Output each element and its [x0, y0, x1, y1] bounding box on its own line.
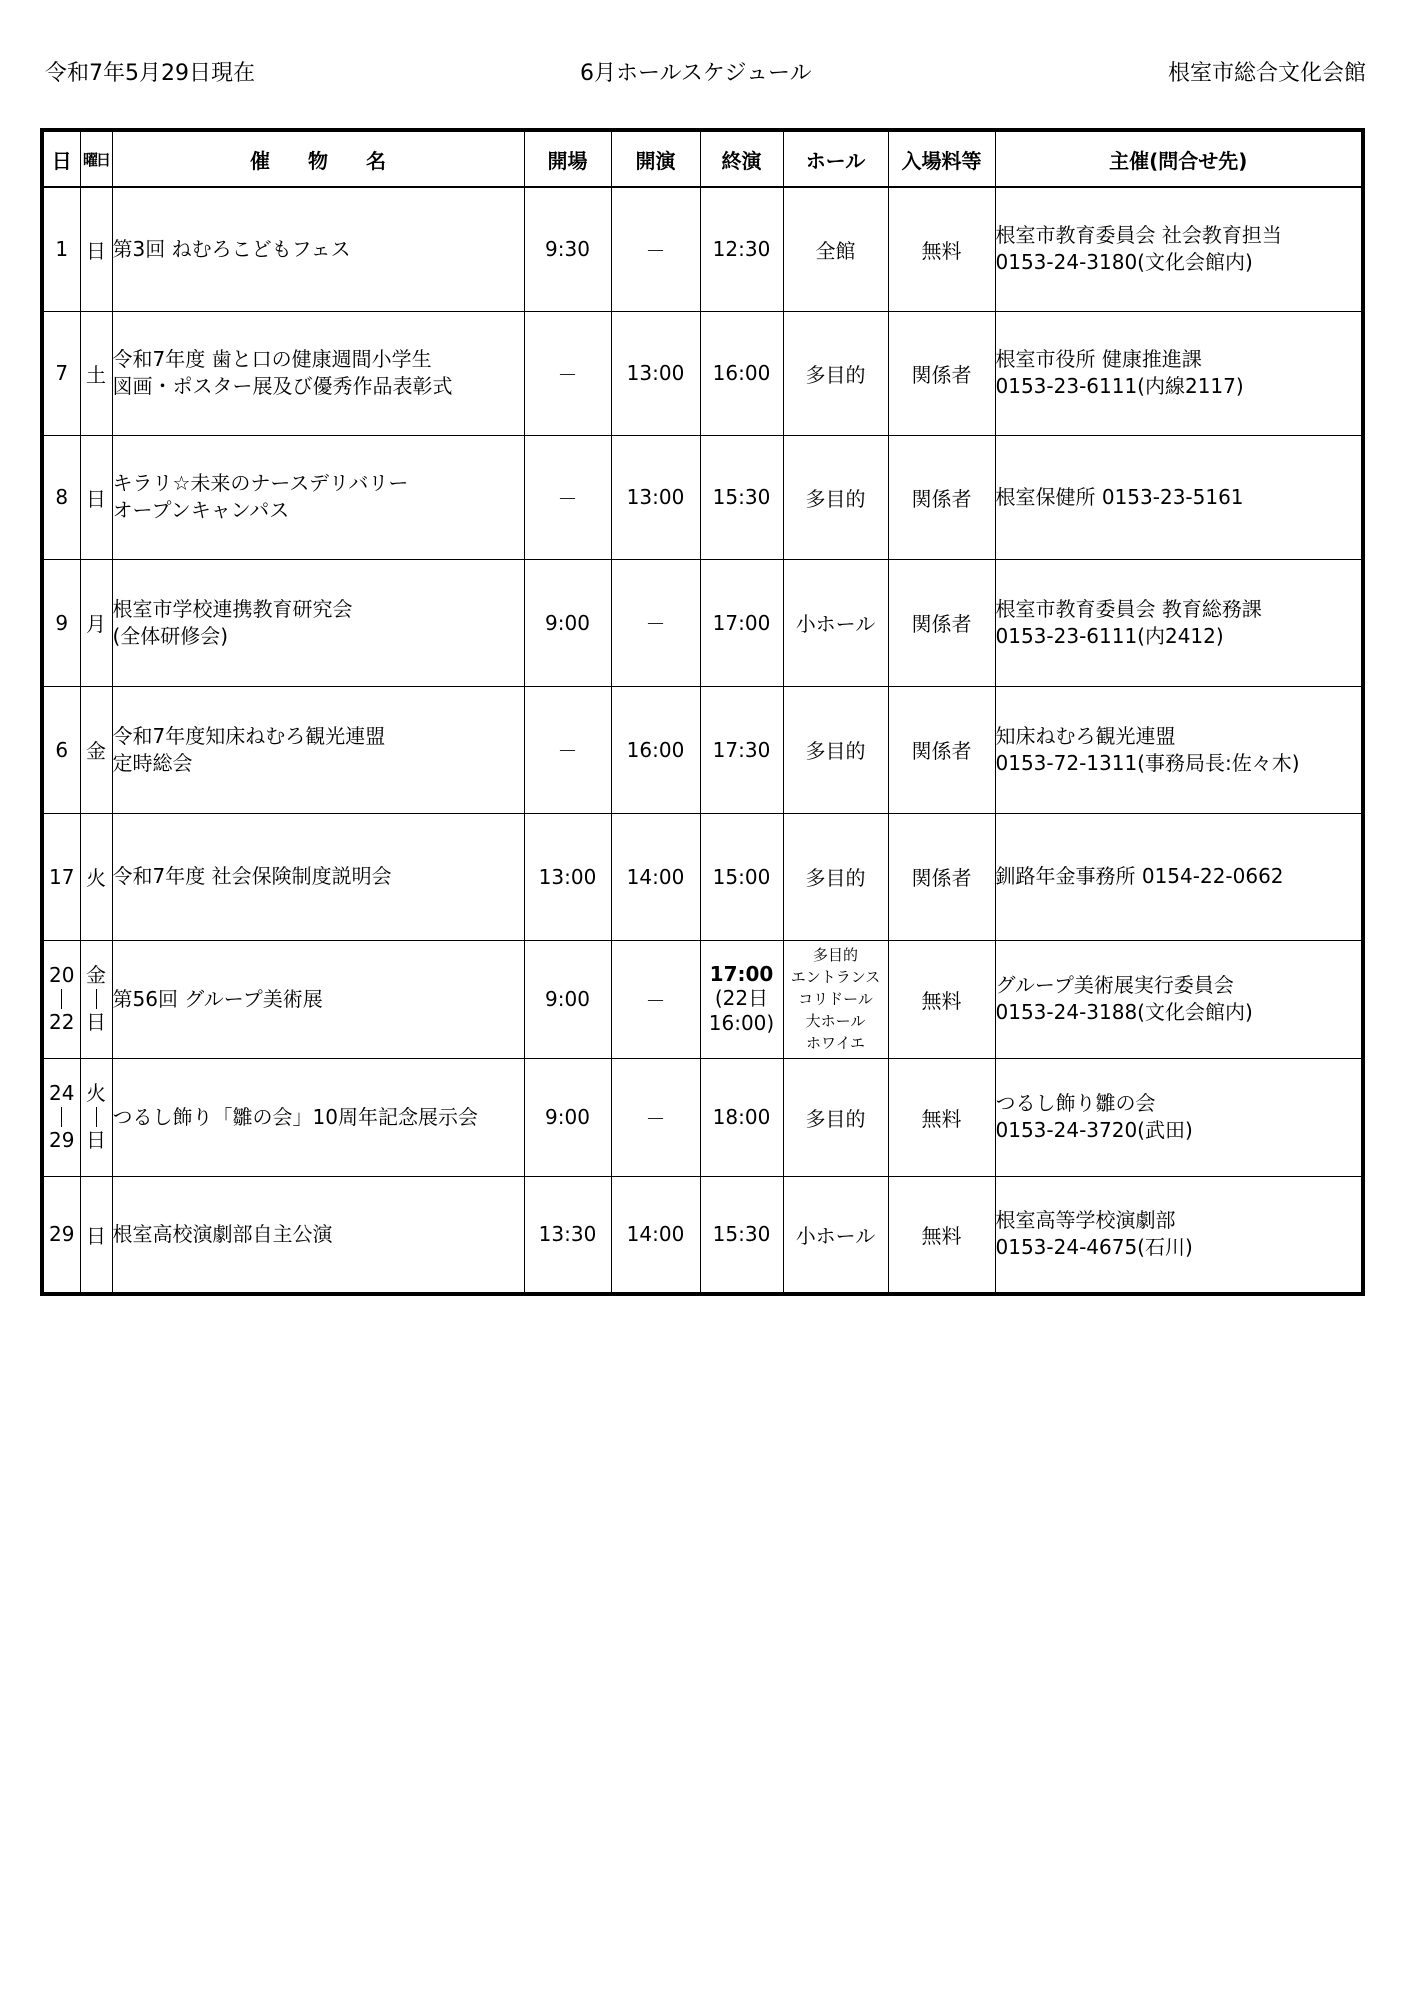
event-line: 根室市学校連携教育研究会: [112, 596, 353, 621]
event-line: オープンキャンパス: [112, 498, 290, 522]
organizer-phone: 0153-24-3180(文化会館内): [995, 250, 1253, 275]
dow-from: 火: [86, 1081, 106, 1105]
dow-to: 日: [86, 1010, 106, 1034]
open-cell: 9:30: [524, 187, 611, 311]
range-dash: [96, 989, 97, 1009]
day-cell: 1: [42, 187, 80, 311]
dow-range-cell: [80, 940, 112, 1058]
range-dash: [96, 1107, 97, 1127]
start-cell: －: [611, 559, 700, 686]
end-time-note: 16:00): [708, 1011, 775, 1035]
organizer-line: 知床ねむろ観光連盟: [995, 723, 1176, 748]
page-title: 6月ホールスケジュール: [580, 61, 812, 86]
end-cell: 17:30: [700, 686, 783, 813]
table-row: [42, 559, 1363, 686]
start-cell: 13:00: [611, 311, 700, 435]
open-cell: 13:30: [524, 1176, 611, 1294]
col-header-organizer: 主催(問合せ先): [995, 130, 1363, 187]
hall-cell: 多目的: [783, 686, 888, 813]
event-line: つるし飾り「雛の会」10周年記念展示会: [112, 1104, 478, 1129]
table-row: [42, 311, 1363, 435]
event-line: 令和7年度知床ねむろ観光連盟: [112, 723, 386, 748]
organizer-cell: [995, 435, 1363, 559]
hall-cell: [783, 940, 888, 1058]
event-line: 根室高校演劇部自主公演: [112, 1221, 333, 1246]
range-dash: [61, 989, 62, 1009]
end-cell: 15:30: [700, 1176, 783, 1294]
event-cell: [112, 1176, 524, 1294]
col-header-day: 日: [42, 130, 80, 187]
hall-item: ホワイエ: [806, 1034, 865, 1052]
organizer-cell: [995, 940, 1363, 1058]
day-from: 20: [49, 963, 75, 987]
event-cell: [112, 686, 524, 813]
organizer-phone: 0153-24-3188(文化会館内): [995, 1000, 1253, 1024]
organizer-cell: [995, 1176, 1363, 1294]
day-cell: 7: [42, 311, 80, 435]
event-cell: [112, 435, 524, 559]
organizer-phone: 0153-23-6111(内2412): [995, 623, 1224, 648]
event-line: 定時総会: [112, 750, 193, 775]
col-header-start: 開演: [611, 130, 700, 187]
event-cell: [112, 940, 524, 1058]
start-cell: －: [611, 187, 700, 311]
start-cell: 13:00: [611, 435, 700, 559]
end-time-note: (22日: [714, 986, 769, 1010]
table-row: [42, 940, 1363, 1058]
hall-item: コリドール: [798, 990, 873, 1008]
table-row: [42, 187, 1363, 311]
fee-cell: 関係者: [888, 311, 995, 435]
fee-cell: 無料: [888, 1058, 995, 1176]
organizer-phone: 0153-23-6111(内線2117): [995, 374, 1244, 398]
dow-cell: 日: [80, 435, 112, 559]
start-cell: －: [611, 940, 700, 1058]
day-range-cell: [42, 940, 80, 1058]
organizer-line: 根室高等学校演劇部: [995, 1208, 1176, 1233]
organizer-phone: 0153-24-4675(石川): [995, 1235, 1193, 1260]
fee-cell: 関係者: [888, 559, 995, 686]
day-from: 24: [49, 1081, 75, 1105]
event-line: キラリ☆未来のナースデリバリー: [112, 471, 409, 495]
venue-name: 根室市総合文化会館: [1167, 61, 1366, 86]
organizer-line: グループ美術展実行委員会: [995, 973, 1234, 997]
event-cell: [112, 187, 524, 311]
end-cell: [700, 940, 783, 1058]
col-header-fee: 入場料等: [888, 130, 995, 187]
end-cell: 18:00: [700, 1058, 783, 1176]
fee-cell: 無料: [888, 940, 995, 1058]
fee-cell: 無料: [888, 1176, 995, 1294]
open-cell: －: [524, 311, 611, 435]
day-cell: 9: [42, 559, 80, 686]
table-header-row: [42, 130, 1363, 187]
hall-cell: 全館: [783, 187, 888, 311]
event-line: (全体研修会): [112, 623, 229, 648]
dow-cell: 土: [80, 311, 112, 435]
open-cell: 9:00: [524, 1058, 611, 1176]
start-cell: 16:00: [611, 686, 700, 813]
table-row: [42, 1176, 1363, 1294]
end-cell: 17:00: [700, 559, 783, 686]
hall-cell: 多目的: [783, 813, 888, 940]
hall-item: エントランス: [790, 968, 881, 986]
hall-item: 大ホール: [805, 1012, 866, 1030]
organizer-line: 釧路年金事務所 0154-22-0662: [995, 864, 1284, 888]
organizer-cell: [995, 1058, 1363, 1176]
open-cell: 9:00: [524, 559, 611, 686]
col-header-open: 開場: [524, 130, 611, 187]
open-cell: －: [524, 435, 611, 559]
organizer-cell: [995, 813, 1363, 940]
fee-cell: 関係者: [888, 435, 995, 559]
organizer-line: 根室市教育委員会 教育総務課: [995, 596, 1262, 621]
col-header-event: 催物名: [112, 130, 524, 187]
day-cell: 17: [42, 813, 80, 940]
end-cell: 15:00: [700, 813, 783, 940]
range-dash: [61, 1107, 62, 1127]
start-cell: 14:00: [611, 1176, 700, 1294]
fee-cell: 無料: [888, 187, 995, 311]
organizer-cell: [995, 686, 1363, 813]
dow-cell: 火: [80, 813, 112, 940]
event-line: 第56回 グループ美術展: [112, 986, 323, 1011]
hall-item: 多目的: [812, 946, 858, 964]
col-header-dow: 曜日: [80, 130, 112, 187]
event-cell: [112, 559, 524, 686]
hall-cell: 多目的: [783, 1058, 888, 1176]
dow-from: 金: [86, 963, 106, 987]
col-header-end: 終演: [700, 130, 783, 187]
open-cell: －: [524, 686, 611, 813]
table-row: [42, 686, 1363, 813]
fee-cell: 関係者: [888, 686, 995, 813]
dow-cell: 日: [80, 187, 112, 311]
schedule-table: [40, 128, 1365, 1296]
table-row: [42, 435, 1363, 559]
organizer-line: 根室保健所 0153-23-5161: [995, 484, 1244, 509]
event-line: 図画・ポスター展及び優秀作品表彰式: [112, 374, 453, 398]
event-cell: [112, 311, 524, 435]
hall-cell: 小ホール: [783, 1176, 888, 1294]
hall-cell: 多目的: [783, 435, 888, 559]
dow-to: 日: [86, 1128, 106, 1152]
organizer-cell: [995, 311, 1363, 435]
day-range-cell: [42, 1058, 80, 1176]
organizer-cell: [995, 187, 1363, 311]
table-row: [42, 1058, 1363, 1176]
event-cell: [112, 1058, 524, 1176]
hall-cell: 小ホール: [783, 559, 888, 686]
day-cell: 29: [42, 1176, 80, 1294]
end-cell: 16:00: [700, 311, 783, 435]
day-to: 22: [49, 1010, 75, 1034]
dow-cell: 日: [80, 1176, 112, 1294]
event-cell: [112, 813, 524, 940]
organizer-phone: 0153-24-3720(武田): [995, 1118, 1193, 1142]
dow-cell: 金: [80, 686, 112, 813]
organizer-line: つるし飾り雛の会: [995, 1091, 1156, 1115]
start-cell: －: [611, 1058, 700, 1176]
event-line: 令和7年度 歯と口の健康週間小学生: [112, 347, 432, 371]
as-of-date: 令和7年5月29日現在: [45, 61, 255, 86]
start-cell: 14:00: [611, 813, 700, 940]
fee-cell: 関係者: [888, 813, 995, 940]
dow-range-cell: [80, 1058, 112, 1176]
event-line: 第3回 ねむろこどもフェス: [112, 236, 351, 261]
organizer-phone: 0153-72-1311(事務局長:佐々木): [995, 750, 1300, 775]
open-cell: 13:00: [524, 813, 611, 940]
end-cell: 12:30: [700, 187, 783, 311]
end-time-main: 17:00: [709, 962, 774, 986]
hall-cell: 多目的: [783, 311, 888, 435]
day-to: 29: [49, 1128, 75, 1152]
col-header-hall: ホール: [783, 130, 888, 187]
organizer-cell: [995, 559, 1363, 686]
day-cell: 6: [42, 686, 80, 813]
day-cell: 8: [42, 435, 80, 559]
end-cell: 15:30: [700, 435, 783, 559]
table-row: [42, 813, 1363, 940]
open-cell: 9:00: [524, 940, 611, 1058]
dow-cell: 月: [80, 559, 112, 686]
organizer-line: 根室市役所 健康推進課: [995, 347, 1202, 371]
organizer-line: 根室市教育委員会 社会教育担当: [995, 223, 1282, 248]
event-line: 令和7年度 社会保険制度説明会: [112, 864, 392, 888]
